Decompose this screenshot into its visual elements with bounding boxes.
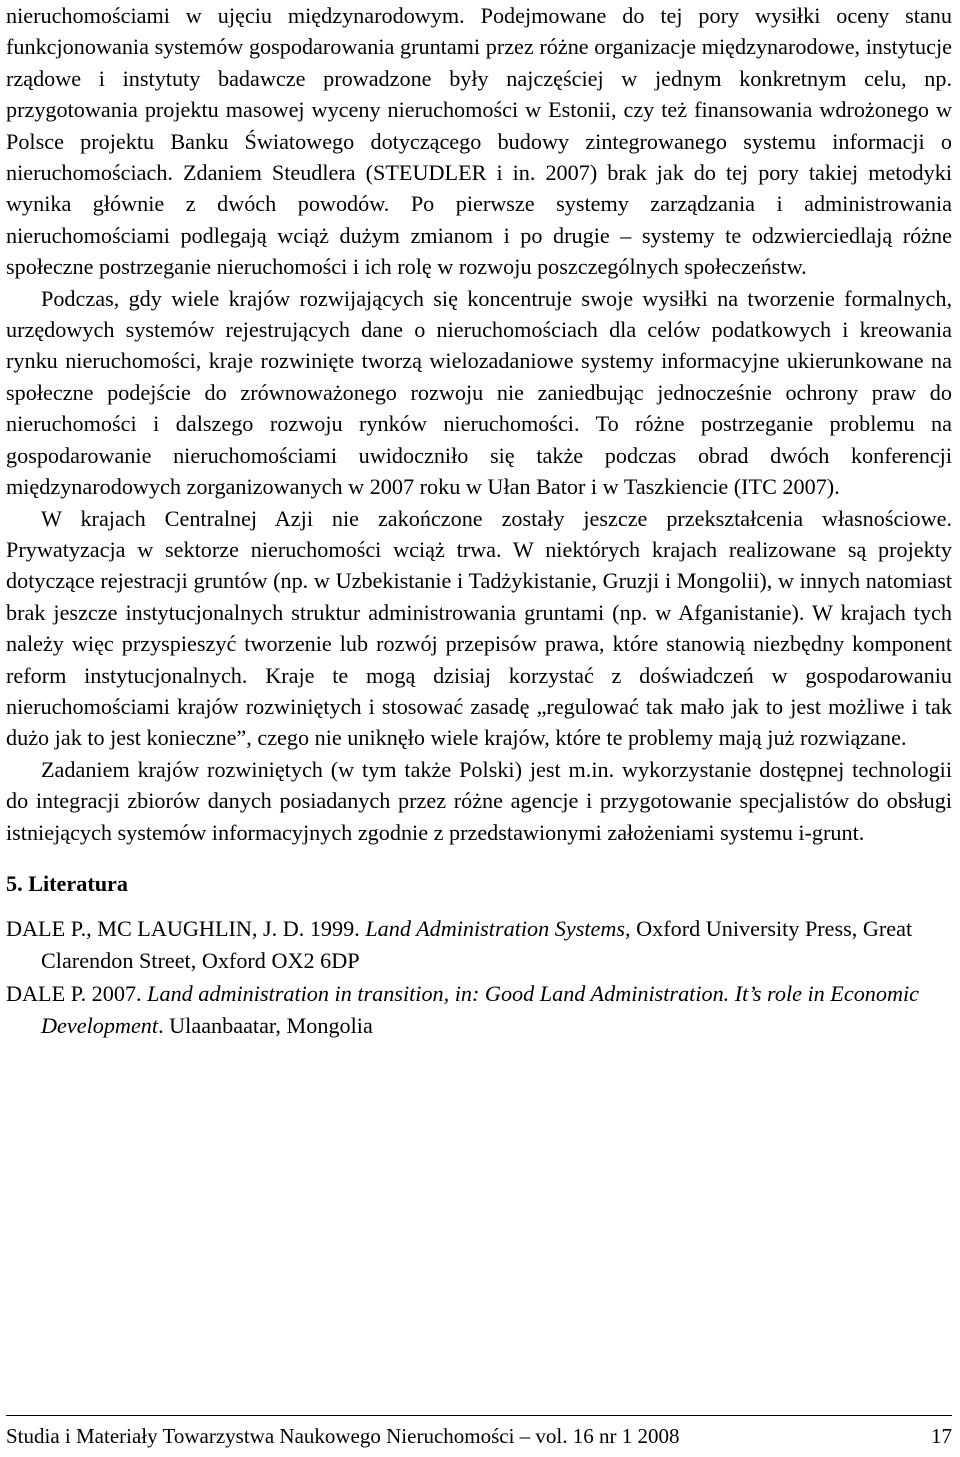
reference-item <box>6 913 952 976</box>
reference-title: Land Administration Systems <box>365 916 626 942</box>
paragraph-2: Podczas, gdy wiele krajów rozwijających się koncentruje swoje wysiłki na tworzenie formalnych, urzędowych systemów rejestrujących dane o nieruchomościach dla celów podatkowych i kreowania rynku nieruchomości, kraje rozwinięte tworzą wielozadaniowe systemy informacyjne ukierunkowane na społeczne podejście do zrównoważonego rozwoju nie zaniedbując jednocześnie ochrony praw do nieruchomości i dalszego rozwoju rynków nieruchomości. To różne postrzeganie problemu na gospodarowanie nieruchomościami uwidoczniło się także podczas obrad dwóch konferencji międzynarodowych zorganizowanych w 2007 roku w Ułan Bator i w Taszkiencie (ITC 2007). <box>6 285 952 500</box>
reference-authors: DALE P., MC LAUGHLIN, J. D. 1999. <box>6 916 360 942</box>
page-body <box>6 0 952 1041</box>
reference-authors: DALE P. 2007. <box>6 981 142 1007</box>
footer-journal-title: Studia i Materiały Towarzystwa Naukowego Nieruchomości – vol. 16 nr 1 2008 <box>6 1424 680 1448</box>
page-footer <box>6 1415 952 1450</box>
reference-title: Land administration in transition, in: Good Land Administration. It’s role in Economic Development <box>41 981 920 1038</box>
paragraph-1: nieruchomościami w ujęciu międzynarodowym. Podejmowane do tej pory wysiłki oceny stanu funkcjonowania systemów gospodarowania gruntami przez różne organizacje międzynarodowe, instytucje rządowe i instytuty badawcze prowadzone były najczęściej w jednym konkretnym celu, np. przygotowania projektu masowej wyceny nieruchomości w Estonii, czy też finansowania wdrożonego w Polsce projektu Banku Światowego dotyczącego budowy zintegrowanego systemu informacji o nieruchomościach. Zdaniem Steudlera (STEUDLER i in. 2007) brak jak do tej pory takiej metodyki wynika głównie z dwóch powodów. Po pierwsze systemy zarządzania i administrowania nieruchomościami podlegają wciąż dużym zmianom i po drugie – systemy te odzwierciedlają różne społeczne postrzeganie nieruchomości i ich rolę w rozwoju poszczególnych społeczeństw. <box>6 3 952 280</box>
reference-item <box>6 978 952 1041</box>
reference-publisher: . Ulaanbaatar, Mongolia <box>158 1012 373 1038</box>
reference-list <box>6 913 952 1041</box>
paragraph-4: Zadaniem krajów rozwiniętych (w tym także Polski) jest m.in. wykorzystanie dostępnej technologii do integracji zbiorów danych posiadanych przez różne agencje i przygotowanie specjalistów do obsługi istniejących systemów informacyjnych zgodnie z przedstawionymi założeniami systemu i-grunt. <box>6 756 952 845</box>
page-number: 17 <box>931 1424 952 1448</box>
reference-publisher: , Oxford University Press, Great Clarendon Street, Oxford OX2 6DP <box>41 916 913 973</box>
section-heading-literatura: 5. Literatura <box>6 870 128 896</box>
paragraph-3: W krajach Centralnej Azji nie zakończone zostały jeszcze przekształcenia własnościowe. Prywatyzacja w sektorze nieruchomości wciąż trwa. W niektórych krajach realizowane są projekty dotyczące rejestracji gruntów (np. w Uzbekistanie i Tadżykistanie, Gruzji i Mongolii), w innych natomiast brak jeszcze instytucjonalnych struktur administrowania gruntami (np. w Afganistanie). W krajach tych należy więc przyspieszyć tworzenie lub rozwój przepisów prawa, które stanowią niezbędny komponent reform instytucjonalnych. Kraje te mogą dzisiaj korzystać z doświadczeń w gospodarowaniu nieruchomościami krajów rozwiniętych i stosować zasadę „regulować tak mało jak to jest możliwe i tak dużo jak to jest konieczne”, czego nie uniknęło wiele krajów, które te problemy mają już rozwiązane. <box>6 505 952 751</box>
